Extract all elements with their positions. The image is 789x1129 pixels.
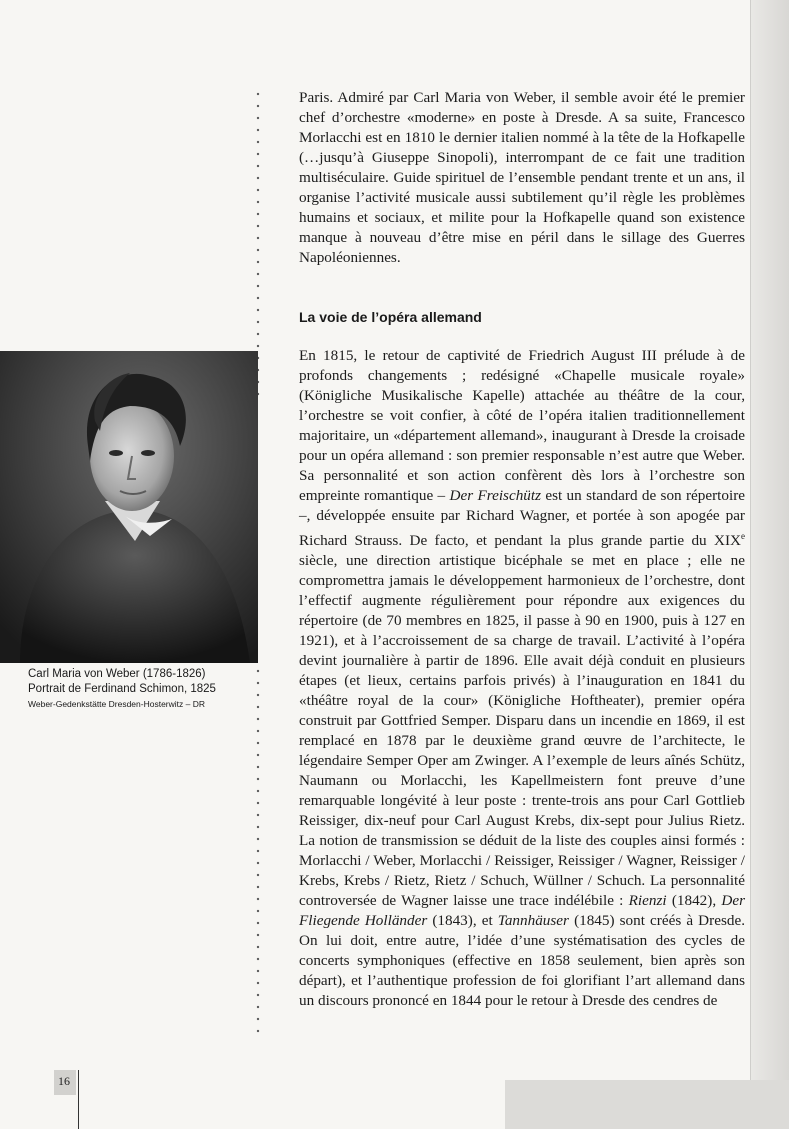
p2-text-d: (1842), xyxy=(666,892,722,910)
title-der-fliegende-hollander: Der Fliegende Holländer xyxy=(299,892,745,930)
title-tannhauser: Tannhäuser xyxy=(497,912,569,930)
p2-text-a: En 1815, le retour de captivité de Friedrich August III prélude à de profonds changements ; redésigné «Chapelle musicale royale» (Königliche Musikalische Kapelle) attachée au théâtre de la cour, l’orchestre se voit confier, à côté de l’opéra italien traditionnellement majoritaire, un «département allemand», inaugurant à Dresde la croisade pour un opéra allemand : son premier responsable n’est autre que Weber. Sa personnalité et son action confèrent dès lors à l’orchestre son empreinte romantique – xyxy=(299,347,745,504)
page-number: 16 xyxy=(58,1074,70,1088)
century-superscript: e xyxy=(741,531,745,541)
p2-text-e: (1843), et xyxy=(427,912,498,930)
title-der-freischutz: Der Freischütz xyxy=(449,487,542,504)
page-number-rule xyxy=(78,1070,79,1129)
section-heading: La voie de l’opéra allemand xyxy=(299,309,482,325)
weber-portrait-image xyxy=(0,351,258,663)
p2-text-f: (1845) sont créés à Dresde. On lui doit, entre autre, l’idée d’une systématisation des cycles de concerts symphoniques (effective en 1858 seulement, bien après son départ), et l’authentique profession de foi glorifiant l’art allemand dans un discours prononcé en 1844 pour le retour à Dresde des cendres de xyxy=(299,912,745,1010)
margin-dotted-rule-bottom xyxy=(256,665,260,1035)
title-rienzi: Rienzi xyxy=(628,892,667,910)
body-paragraph-2 xyxy=(299,346,745,1011)
caption-credit: Weber-Gedenkstätte Dresden-Hosterwitz – DR xyxy=(28,699,205,709)
caption-subtitle: Portrait de Ferdinand Schimon, 1825 xyxy=(28,683,216,695)
caption-title: Carl Maria von Weber (1786-1826) xyxy=(28,668,206,680)
page-edge-shadow xyxy=(750,0,789,1129)
p2-text-c: siècle, une direction artistique bicéphale se met en place ; elle ne compromettra jamais le développement harmonieux de l’orchestre, dont l’effectif augmente régulièrement pour répondre aux exigences du répertoire (de 70 membres en 1825, il passe à 90 en 1900, puis à 127 en 1921), et à l’accroissement de sa charge de travail. L’activité à l’opéra devint journalière à partir de 1896. Elle avait déjà conduit en plusieurs étapes (et lieux, certains parfois privés) à l’inauguration en 1841 du «théâtre royal de la cour» (Königliche Hoftheater), premier opéra construit par Gottfried Semper. Disparu dans un incendie en 1869, il est remplacé en 1878 par le deuxième grand œuvre de l’architecte, le légendaire Semper Oper am Zwinger. A l’exemple de leurs aînés Schütz, Naumann ou Morlacchi, les Kapellmeistern font preuve d’une remarquable longévité à leur poste : trente-trois ans pour Carl Gottlieb Reissiger, dix-neuf pour Carl August Krebs, dix-sept pour Julius Rietz. La notion de transmission se déduit de la liste des couples ainsi formés : Morlacchi / Weber, Morlacchi / Reissiger, Reissiger / Wagner, Reissiger / Krebs, Krebs / Rietz, Rietz / Schuch, Wüllner / Schuch. La personnalité controversée de Wagner laisse une trace indélébile : xyxy=(299,552,745,910)
page-corner-shadow xyxy=(505,1080,789,1129)
p2-text-b: est un standard de son répertoire –, développée ensuite par Richard Wagner, et portée à son apogée par Richard Strauss. De facto, et pendant la plus grande partie du XIX xyxy=(299,487,745,550)
body-paragraph-1: Paris. Admiré par Carl Maria von Weber, il semble avoir été le premier chef d’orchestre «moderne» en poste à Dresde. A sa suite, Francesco Morlacchi est en 1810 le dernier italien nommé à la tête de la Hofkapelle (…jusqu’à Giuseppe Sinopoli), interrompant de ce fait une tradition multiséculaire. Guide spirituel de l’ensemble pendant trente et un ans, il organise l’activité musicale aussi subtilement qu’il règle les problèmes humains et sociaux, et milite pour la Hofkapelle quand son existence manque à nouveau d’être mise en péril dans le sillage des Guerres Napoléoniennes. xyxy=(299,89,745,266)
portrait-caption xyxy=(28,667,258,711)
